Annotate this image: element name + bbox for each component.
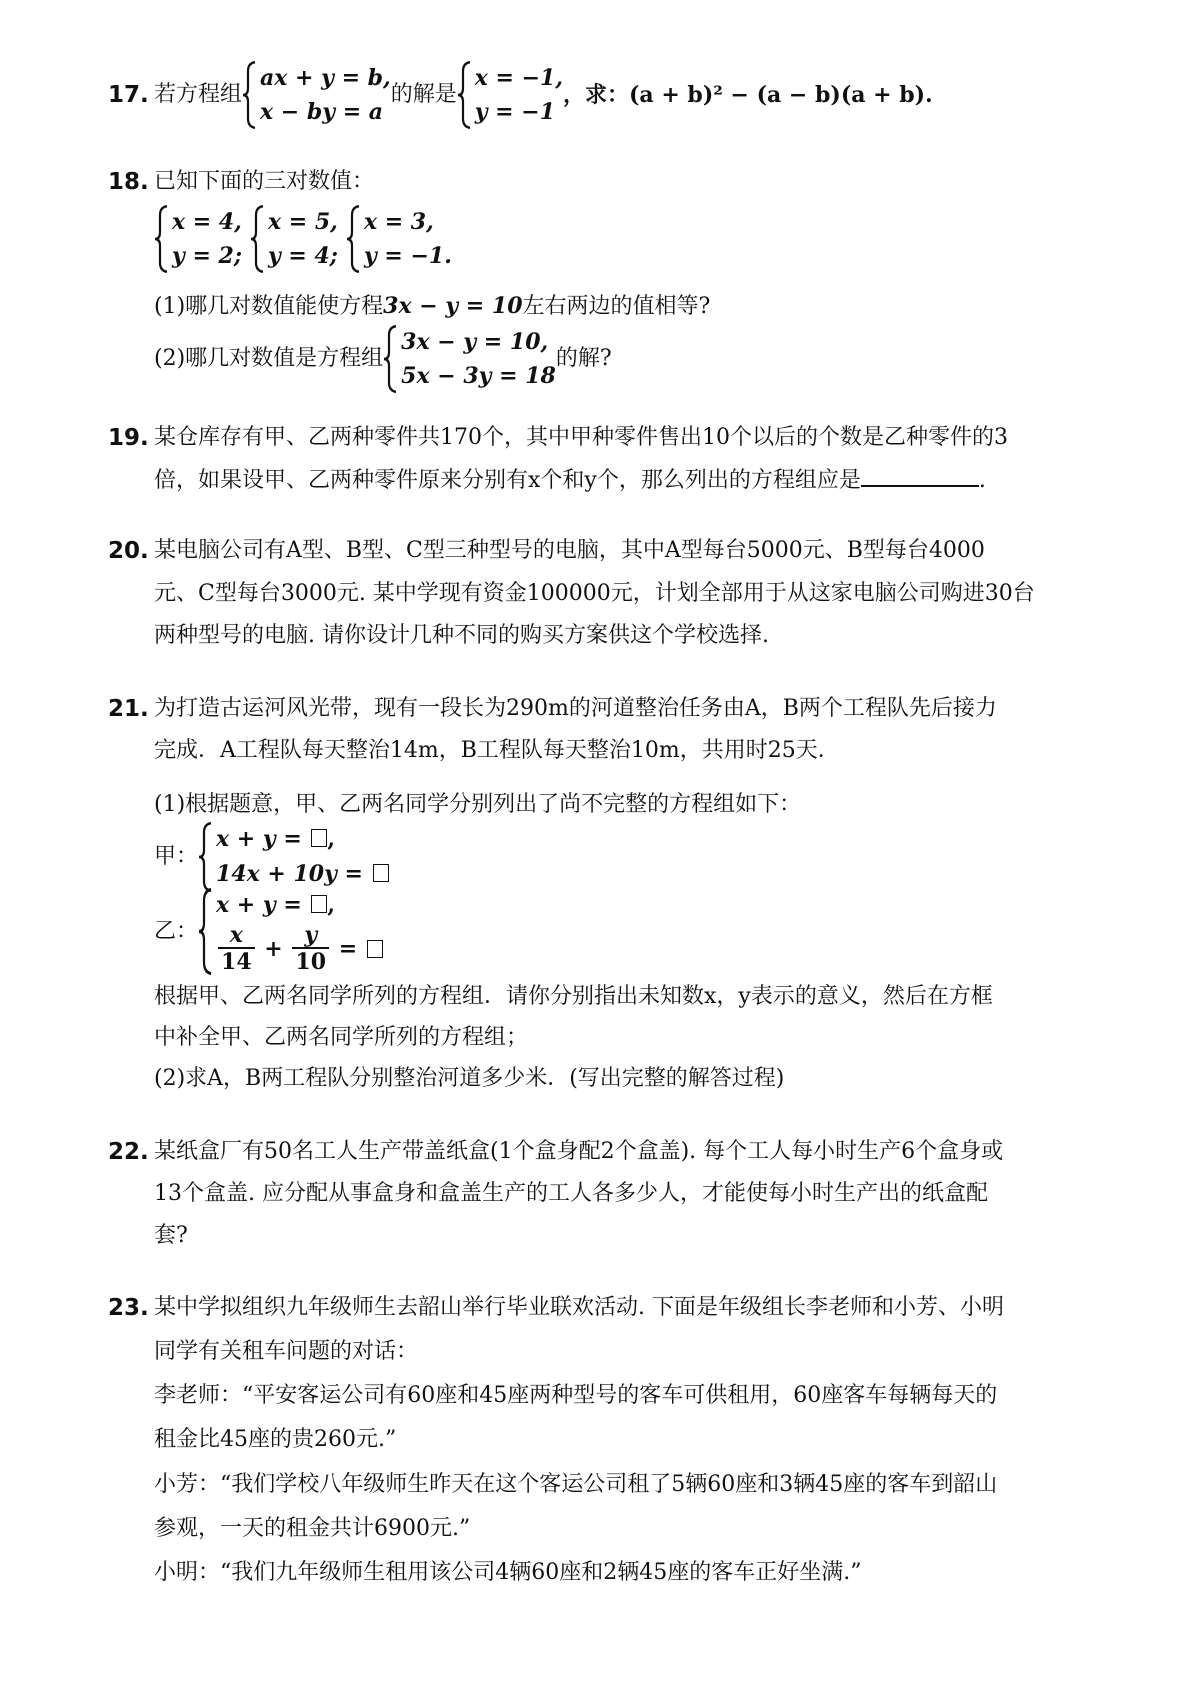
equation-line: x = 3, [363,209,434,235]
equation-system [242,61,391,129]
q23-line: 某中学拟组织九年级师生去韶山举行毕业联欢活动. 下面是年级组长李老师和小芳、小明 [154,1295,1004,1320]
value-pair [154,205,242,273]
q18-sub1-text: 左右两边的值相等? [522,294,711,319]
q21-yi-system [154,888,383,975]
q21-sub1: (1)根据题意，甲、乙两名同学分别列出了尚不完整的方程组如下： [154,792,802,817]
question-number: 23. [108,1295,149,1321]
question-number: 20. [108,538,149,564]
equation-system [198,888,383,975]
q23-dialogue: 参观，一天的租金共计6900元.” [154,1516,471,1541]
numerator: y [304,922,318,948]
equation-line [216,822,389,857]
q17-text-pre: 若方程组 [154,82,243,107]
question-number: 22. [108,1139,149,1165]
question-number: 21. [108,696,149,722]
question-number: 17. [108,82,149,108]
q22-line: 13个盒盖. 应分配从事盒身和盒盖生产的工人各多少人，才能使每小时生产出的纸盒配 [154,1181,988,1206]
question-17 [154,63,933,127]
brace-icon [346,205,360,273]
q21-line: 为打造古运河风光带，现有一段长为290m的河道整治任务由A，B两个工程队先后接力 [154,696,997,721]
answer-box[interactable] [373,864,389,882]
brace-icon [242,61,256,129]
q17-text-mid: 的解是 [390,82,457,107]
q18-value-pairs [154,205,452,273]
q20-line: 两种型号的电脑. 请你设计几种不同的购买方案供这个学校选择. [154,623,769,648]
equation-inline: 3x − y = 10 [383,293,523,319]
q21-jia-system [154,822,389,892]
q17-text-post: ，求：(a + b)² − (a − b)(a + b). [563,82,933,108]
q18-sub2-text: (2)哪几对数值是方程组 [154,346,384,371]
equation-line: y = 2; [172,243,242,269]
equation-line: x = 5, [267,209,338,235]
q22-line: 套? [154,1223,188,1248]
q23-dialogue: 小明：“我们九年级师生租用该公司4辆60座和2辆45座的客车正好坐满.” [154,1560,862,1585]
equation-text: x + y = [216,892,310,918]
equation-line: x − by = a [260,99,384,125]
question-number: 18. [108,169,149,195]
q19-line [154,463,986,496]
answer-box[interactable] [367,940,383,958]
q18-sub1 [154,291,710,322]
solution-system [457,61,563,129]
q18-sub1-text: (1)哪几对数值能使方程 [154,294,384,319]
brace-icon [457,61,471,129]
equation-text: , [327,892,336,918]
fraction [218,923,255,975]
numerator: x [229,922,243,948]
q23-dialogue: 李老师：“平安客运公司有60座和45座两种型号的客车可供租用，60座客车每辆每天的 [154,1383,998,1408]
q23-dialogue: 小芳：“我们学校八年级师生昨天在这个客运公司租了5辆60座和3辆45座的客车到韶山 [154,1472,998,1497]
answer-box[interactable] [311,895,327,913]
equation-line: ax + y = b, [260,65,391,91]
q18-sub2-text: 的解? [555,346,612,371]
q23-dialogue: 租金比45座的贵260元.” [154,1427,397,1452]
equation-text: = [331,936,365,962]
equation-line [216,888,383,923]
brace-icon [383,325,397,393]
value-pair [346,205,452,273]
equation-line: x = 4, [172,209,242,235]
equation-text: , [327,826,336,852]
equation-line: 5x − 3y = 18 [401,363,556,389]
equation-line [216,923,383,975]
equation-line: 3x − y = 10, [401,329,549,355]
q20-line: 元、C型每台3000元. 某中学现有资金100000元，计划全部用于从这家电脑公司购进30台 [154,581,1035,606]
equation-text: x + y = [216,826,310,852]
q21-line: 根据甲、乙两名同学所列的方程组．请你分别指出未知数x，y表示的意义，然后在方框 [154,984,993,1009]
brace-icon [198,888,212,975]
equation-line: y = −1. [363,243,452,269]
fraction [292,923,329,975]
equation-line: y = 4; [267,243,338,269]
q19-text: . [978,468,986,493]
q18-intro: 已知下面的三对数值： [154,169,375,194]
denominator: 10 [292,947,329,975]
q23-line: 同学有关租车问题的对话： [154,1339,419,1364]
equation-text: + [256,936,291,962]
answer-box[interactable] [311,829,327,847]
equation-line: x = −1, [474,65,564,91]
brace-icon [198,822,212,892]
value-pair [250,205,338,273]
q21-sub2: (2)求A，B两工程队分别整治河道多少米．(写出完整的解答过程) [154,1066,785,1091]
student-label: 乙： [154,918,199,944]
equation-text: 14x + 10y = [216,861,371,887]
denominator: 14 [218,947,255,975]
q22-line: 某纸盒厂有50名工人生产带盖纸盒(1个盒身配2个盒盖). 每个工人每小时生产6个盒身或 [154,1139,1004,1164]
q19-text: 倍，如果设甲、乙两种零件原来分别有x个和y个，那么列出的方程组应是 [154,468,861,493]
equation-system [383,325,556,393]
equation-line: y = −1 [474,99,556,125]
equation-line [216,857,389,892]
brace-icon [154,205,168,273]
equation-system [198,822,389,892]
question-number: 19. [108,425,149,451]
student-label: 甲： [154,844,199,869]
q21-line: 完成．A工程队每天整治14m，B工程队每天整治10m，共用时25天． [154,738,840,763]
brace-icon [250,205,264,273]
q18-sub2 [154,325,612,393]
q19-line: 某仓库存有甲、乙两种零件共170个，其中甲种零件售出10个以后的个数是乙种零件的3 [154,425,1008,450]
q21-line: 中补全甲、乙两名同学所列的方程组； [154,1025,529,1050]
q20-line: 某电脑公司有A型、B型、C型三种型号的电脑，其中A型每台5000元、B型每台4000 [154,538,985,563]
answer-blank[interactable] [861,463,979,487]
